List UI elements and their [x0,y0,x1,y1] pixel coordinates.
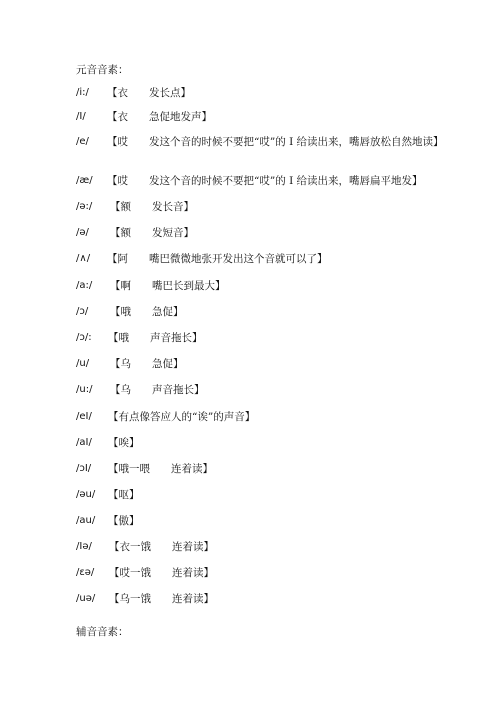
phonetic-symbol: /Iə/ [76,541,92,552]
phonetic-symbol: /∧/ [76,253,91,264]
pronunciation-hint: 【唉】 [108,437,140,449]
pronunciation-hint: 【额 发短音】 [110,227,194,239]
phonetic-symbol: /ə:/ [76,201,93,212]
phonetic-symbol: /εə/ [76,567,95,578]
pronunciation-hint: 【哎 发这个音的时候不要把“哎”的 I 给读出来，嘴唇放松自然地读】 [107,136,444,148]
phonetic-symbol: /I/ [76,111,86,122]
pronunciation-hint: 【有点像答应人的“诶”的声音】 [108,411,256,423]
pronunciation-hint: 【呕】 [108,489,140,501]
phonetic-symbol: /u:/ [76,384,93,395]
phonetic-symbol: /ɔ/ [76,306,89,317]
pronunciation-hint: 【哦 声音拖长】 [108,332,203,344]
pronunciation-hint: 【额 发长音】 [110,201,194,213]
pronunciation-hint: 【衣 急促地发声】 [107,111,212,123]
phonetic-symbol: /ɔ/: [76,332,92,343]
pronunciation-hint: 【哦一喂 连着读】 [108,463,213,475]
pronunciation-hint: 【衣一饿 连着读】 [109,541,214,553]
phonetic-symbol: /ə/ [76,227,89,238]
phonetic-symbol: /əu/ [76,489,96,500]
pronunciation-hint: 【哎 发这个音的时候不要把“哎”的 I 给读出来，嘴唇扁平地发】 [107,175,423,187]
pronunciation-hint: 【哦 急促】 [110,306,184,318]
vowel-section-heading: 元音音素： [76,64,129,76]
consonant-section-heading: 辅音音素： [76,626,129,638]
pronunciation-hint: 【乌一饿 连着读】 [109,593,214,605]
phonetic-symbol: /ɔI/ [76,463,92,474]
phonetic-symbol: /i:/ [76,87,89,98]
pronunciation-hint: 【啊 嘴巴长到最大】 [110,280,226,292]
phonetic-symbol: /æ/ [76,175,93,186]
phonetic-symbol: /aI/ [76,437,92,448]
pronunciation-hint: 【阿 嘴巴微微地张开发出这个音就可以了】 [107,253,328,265]
phonetic-symbol: /au/ [76,515,96,526]
pronunciation-hint: 【乌 声音拖长】 [110,384,205,396]
phonetic-symbol: /u/ [76,358,90,369]
phonetic-symbol: /e/ [76,136,89,147]
phonetic-symbol: /eI/ [76,411,92,422]
pronunciation-hint: 【衣 发长点】 [107,87,191,99]
pronunciation-hint: 【傲】 [108,515,140,527]
pronunciation-hint: 【哎一饿 连着读】 [109,567,214,579]
phonetic-symbol: /a:/ [76,280,93,291]
pronunciation-hint: 【乌 急促】 [110,358,184,370]
phonetic-symbol: /uə/ [76,593,96,604]
